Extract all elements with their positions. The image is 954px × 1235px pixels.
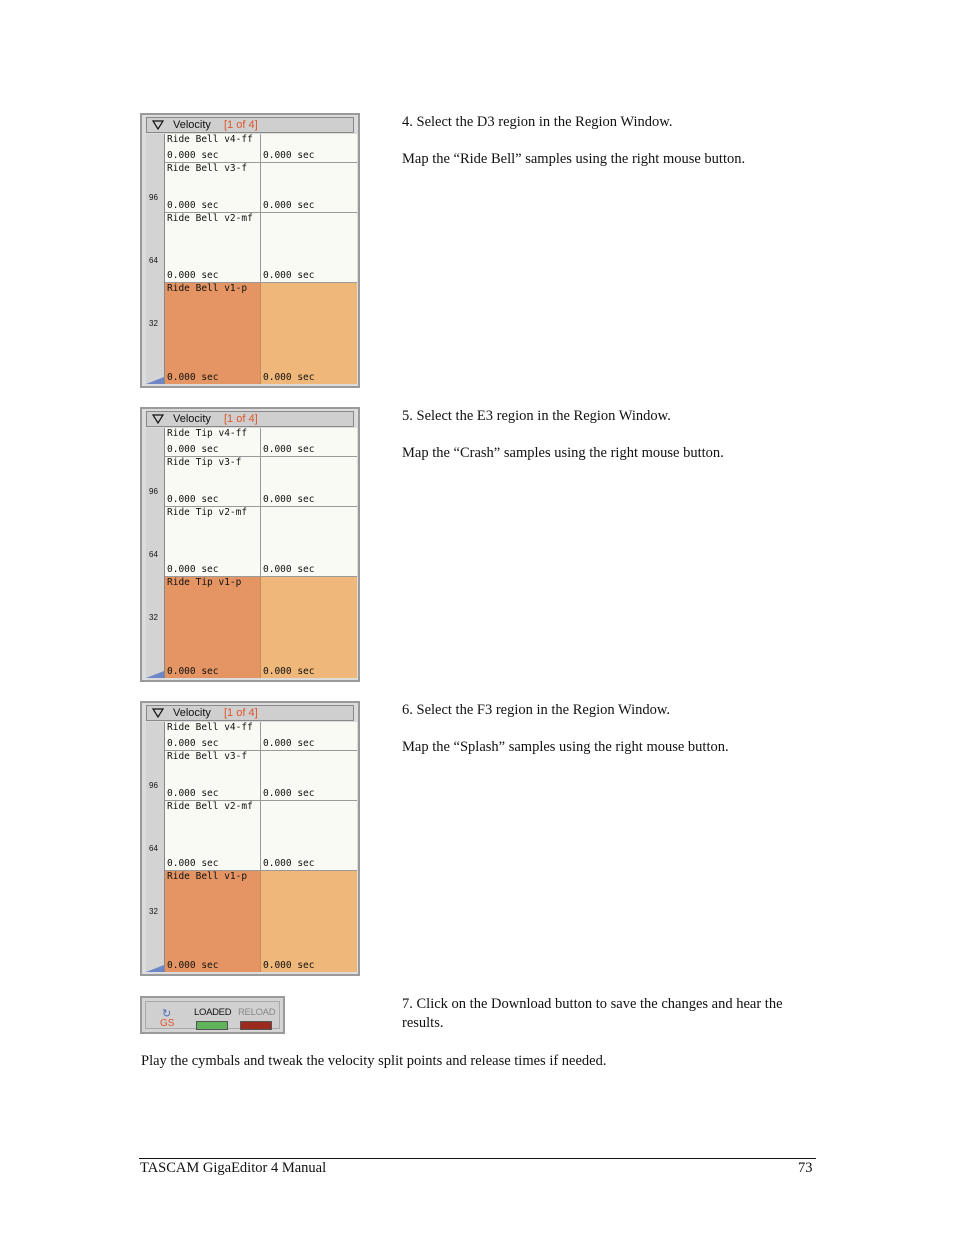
velocity-marker-icon	[146, 377, 164, 384]
region-name: Ride Tip v3-f	[167, 457, 242, 468]
step-4-line1: 4. Select the D3 region in the Region Window.	[402, 114, 673, 130]
region-row-selected[interactable]	[165, 283, 357, 384]
closing-paragraph	[141, 1052, 606, 1071]
region-time: 0.000 sec	[167, 200, 219, 211]
velocity-axis	[146, 428, 165, 678]
velocity-count: [1 of 4]	[224, 413, 258, 425]
loaded-indicator	[196, 1021, 228, 1030]
collapse-triangle-icon[interactable]	[152, 414, 164, 424]
region-time: 0.000 sec	[167, 738, 219, 749]
velocity-header[interactable]	[146, 411, 354, 427]
step-4	[402, 113, 745, 169]
region-cell-right[interactable]	[261, 457, 357, 506]
step-6-line1: 6. Select the F3 region in the Region Window.	[402, 702, 671, 718]
region-time: 0.000 sec	[263, 150, 315, 161]
region-cell-left[interactable]	[165, 801, 261, 870]
region-cell-left[interactable]	[165, 577, 261, 678]
region-row[interactable]	[165, 428, 357, 457]
region-cell-right[interactable]	[261, 507, 357, 576]
velocity-panel-1	[140, 113, 360, 388]
region-row[interactable]	[165, 134, 357, 163]
region-grid	[165, 134, 357, 384]
velocity-title: Velocity	[173, 119, 211, 131]
region-cell-left[interactable]	[165, 722, 261, 750]
region-time: 0.000 sec	[167, 494, 219, 505]
region-time: 0.000 sec	[263, 960, 315, 971]
download-widget	[140, 996, 285, 1034]
region-row[interactable]	[165, 722, 357, 751]
region-time: 0.000 sec	[167, 150, 219, 161]
region-row[interactable]	[165, 751, 357, 801]
velocity-count: [1 of 4]	[224, 707, 258, 719]
region-name: Ride Bell v1-p	[167, 283, 248, 294]
region-time: 0.000 sec	[263, 444, 315, 455]
region-cell-right[interactable]	[261, 801, 357, 870]
region-time: 0.000 sec	[167, 270, 219, 281]
region-name: Ride Tip v2-mf	[167, 507, 248, 518]
velocity-marker-icon	[146, 671, 164, 678]
velocity-header[interactable]	[146, 117, 354, 133]
closing-text: Play the cymbals and tweak the velocity split points and release times if needed.	[141, 1053, 607, 1069]
reload-label: RELOAD	[238, 1007, 276, 1018]
axis-label-32: 32	[149, 613, 158, 622]
velocity-count: [1 of 4]	[224, 119, 258, 131]
download-arrow-icon: ↻	[162, 1008, 172, 1020]
region-time: 0.000 sec	[263, 858, 315, 869]
region-name: Ride Bell v1-p	[167, 871, 248, 882]
region-row[interactable]	[165, 507, 357, 577]
step-7	[402, 995, 816, 1033]
region-cell-left[interactable]	[165, 134, 261, 162]
region-name: Ride Bell v2-mf	[167, 213, 253, 224]
region-time: 0.000 sec	[263, 372, 315, 383]
region-time: 0.000 sec	[167, 564, 219, 575]
region-cell-right[interactable]	[261, 134, 357, 162]
region-cell-left[interactable]	[165, 507, 261, 576]
region-row[interactable]	[165, 801, 357, 871]
region-cell-left[interactable]	[165, 283, 261, 384]
axis-label-64: 64	[149, 550, 158, 559]
region-cell-right[interactable]	[261, 751, 357, 800]
reload-indicator[interactable]	[240, 1021, 272, 1030]
gs-logo: GS	[160, 1018, 175, 1029]
velocity-marker-icon	[146, 965, 164, 972]
region-time: 0.000 sec	[167, 960, 219, 971]
region-cell-right[interactable]	[261, 283, 357, 384]
region-cell-right[interactable]	[261, 722, 357, 750]
region-time: 0.000 sec	[263, 738, 315, 749]
region-time: 0.000 sec	[263, 788, 315, 799]
region-time: 0.000 sec	[263, 494, 315, 505]
axis-label-96: 96	[149, 487, 158, 496]
axis-label-64: 64	[149, 844, 158, 853]
region-name: Ride Bell v2-mf	[167, 801, 253, 812]
velocity-panel-2	[140, 407, 360, 682]
axis-label-32: 32	[149, 907, 158, 916]
step-4-line2: Map the “Ride Bell” samples using the right mouse button.	[402, 151, 746, 167]
velocity-title: Velocity	[173, 413, 211, 425]
velocity-panel-3	[140, 701, 360, 976]
region-time: 0.000 sec	[167, 372, 219, 383]
region-time: 0.000 sec	[263, 564, 315, 575]
axis-label-96: 96	[149, 193, 158, 202]
region-time: 0.000 sec	[263, 270, 315, 281]
region-row[interactable]	[165, 457, 357, 507]
region-grid	[165, 428, 357, 678]
region-grid	[165, 722, 357, 972]
step-5	[402, 407, 724, 463]
footer-divider	[139, 1158, 816, 1159]
region-cell-right[interactable]	[261, 163, 357, 212]
region-row[interactable]	[165, 163, 357, 213]
region-time: 0.000 sec	[263, 666, 315, 677]
region-name: Ride Bell v4-ff	[167, 722, 253, 733]
step-7-line1: 7. Click on the Download button to save the changes and hear the results.	[402, 996, 783, 1031]
step-6	[402, 701, 729, 757]
region-time: 0.000 sec	[167, 666, 219, 677]
axis-label-64: 64	[149, 256, 158, 265]
region-row[interactable]	[165, 213, 357, 283]
download-button[interactable]	[154, 1006, 182, 1030]
region-time: 0.000 sec	[167, 444, 219, 455]
velocity-header[interactable]	[146, 705, 354, 721]
region-cell-left[interactable]	[165, 213, 261, 282]
region-cell-right[interactable]	[261, 577, 357, 678]
region-cell-left[interactable]	[165, 457, 261, 506]
velocity-title: Velocity	[173, 707, 211, 719]
step-5-line1: 5. Select the E3 region in the Region Window.	[402, 408, 671, 424]
region-name: Ride Bell v3-f	[167, 751, 248, 762]
region-name: Ride Tip v4-ff	[167, 428, 248, 439]
region-cell-right[interactable]	[261, 871, 357, 972]
region-cell-left[interactable]	[165, 428, 261, 456]
region-cell-right[interactable]	[261, 213, 357, 282]
region-cell-left[interactable]	[165, 871, 261, 972]
region-name: Ride Bell v3-f	[167, 163, 248, 174]
region-name: Ride Bell v4-ff	[167, 134, 253, 145]
region-cell-left[interactable]	[165, 751, 261, 800]
axis-label-32: 32	[149, 319, 158, 328]
axis-label-96: 96	[149, 781, 158, 790]
region-name: Ride Tip v1-p	[167, 577, 242, 588]
footer-title: TASCAM GigaEditor 4 Manual	[140, 1160, 327, 1176]
loaded-label: LOADED	[194, 1007, 232, 1018]
collapse-triangle-icon[interactable]	[152, 708, 164, 718]
region-cell-left[interactable]	[165, 163, 261, 212]
region-cell-right[interactable]	[261, 428, 357, 456]
region-time: 0.000 sec	[167, 858, 219, 869]
page-number: 73	[798, 1160, 813, 1176]
download-panel	[145, 1001, 280, 1029]
region-time: 0.000 sec	[263, 200, 315, 211]
region-time: 0.000 sec	[167, 788, 219, 799]
step-6-line2: Map the “Splash” samples using the right mouse button.	[402, 739, 729, 755]
region-row-selected[interactable]	[165, 577, 357, 678]
region-row-selected[interactable]	[165, 871, 357, 972]
step-5-line2: Map the “Crash” samples using the right mouse button.	[402, 445, 724, 461]
velocity-axis	[146, 722, 165, 972]
collapse-triangle-icon[interactable]	[152, 120, 164, 130]
velocity-axis	[146, 134, 165, 384]
